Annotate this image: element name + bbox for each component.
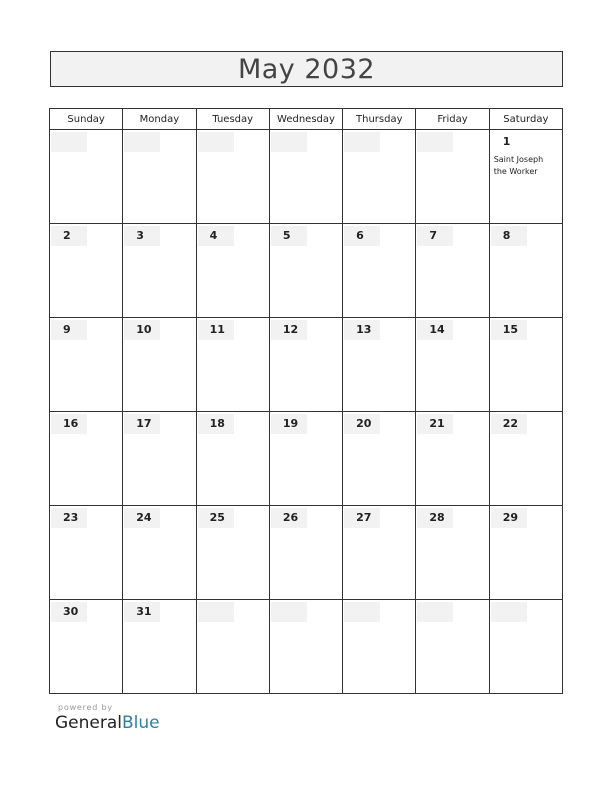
day-cell — [343, 224, 416, 318]
holiday-label: Saint Joseph the Worker — [493, 155, 544, 176]
day-cell — [489, 318, 562, 412]
empty-day-marker — [344, 132, 380, 152]
day-cell — [196, 130, 269, 224]
calendar-title: May 2032 — [50, 51, 563, 87]
day-cell — [50, 318, 123, 412]
day-cell — [343, 318, 416, 412]
empty-day-marker — [417, 132, 453, 152]
day-cell — [269, 130, 342, 224]
day-cell — [416, 224, 489, 318]
day-number: 19 — [271, 414, 307, 434]
day-number: 4 — [198, 226, 234, 246]
day-cell — [50, 412, 123, 506]
day-number: 29 — [491, 508, 527, 528]
day-cell — [123, 506, 196, 600]
day-number: 24 — [124, 508, 160, 528]
calendar-grid — [49, 108, 563, 694]
empty-day-marker — [417, 602, 453, 622]
day-cell — [196, 318, 269, 412]
day-cell — [196, 412, 269, 506]
brand-general: General — [55, 713, 122, 733]
weekday-saturday: Saturday — [489, 109, 562, 130]
day-cell — [196, 506, 269, 600]
day-number: 1 — [502, 135, 511, 148]
day-cell — [269, 318, 342, 412]
day-number: 15 — [491, 320, 527, 340]
weekday-friday: Friday — [416, 109, 489, 130]
week-row — [50, 600, 563, 694]
day-number: 11 — [198, 320, 234, 340]
day-cell — [196, 224, 269, 318]
weekday-monday: Monday — [123, 109, 196, 130]
day-cell — [196, 600, 269, 694]
brand-blue: Blue — [122, 713, 160, 733]
day-number: 31 — [124, 602, 160, 622]
day-number: 30 — [51, 602, 87, 622]
week-row — [50, 224, 563, 318]
day-number: 7 — [417, 226, 453, 246]
day-cell — [123, 318, 196, 412]
day-cell — [343, 600, 416, 694]
day-number: 21 — [417, 414, 453, 434]
empty-day-marker — [51, 132, 87, 152]
weekday-sunday: Sunday — [50, 109, 123, 130]
day-cell — [50, 506, 123, 600]
day-number: 23 — [51, 508, 87, 528]
day-cell — [489, 600, 562, 694]
day-number: 3 — [124, 226, 160, 246]
brand-name — [55, 713, 160, 733]
day-cell — [269, 600, 342, 694]
powered-by-label: powered by — [58, 703, 113, 712]
day-number: 9 — [51, 320, 87, 340]
day-number: 8 — [491, 226, 527, 246]
empty-day-marker — [491, 602, 527, 622]
empty-day-marker — [344, 602, 380, 622]
day-number: 22 — [491, 414, 527, 434]
weekday-tuesday: Tuesday — [196, 109, 269, 130]
day-cell — [269, 506, 342, 600]
day-number: 14 — [417, 320, 453, 340]
day-number: 2 — [51, 226, 87, 246]
day-cell — [343, 506, 416, 600]
day-cell — [50, 130, 123, 224]
week-row — [50, 318, 563, 412]
empty-day-marker — [271, 602, 307, 622]
day-cell — [416, 412, 489, 506]
day-cell — [489, 130, 562, 224]
day-cell — [416, 600, 489, 694]
day-cell — [123, 224, 196, 318]
weekday-header-row — [50, 109, 563, 130]
empty-day-marker — [271, 132, 307, 152]
day-number: 18 — [198, 414, 234, 434]
day-cell — [123, 600, 196, 694]
day-number: 12 — [271, 320, 307, 340]
day-number: 28 — [417, 508, 453, 528]
week-row — [50, 130, 563, 224]
day-cell — [489, 412, 562, 506]
week-row — [50, 412, 563, 506]
weekday-wednesday: Wednesday — [269, 109, 342, 130]
day-cell — [50, 600, 123, 694]
generalblue-logo — [55, 703, 160, 733]
day-number: 13 — [344, 320, 380, 340]
empty-day-marker — [124, 132, 160, 152]
day-cell — [489, 506, 562, 600]
day-number: 20 — [344, 414, 380, 434]
day-cell — [123, 130, 196, 224]
day-cell — [50, 224, 123, 318]
day-number: 17 — [124, 414, 160, 434]
day-number: 27 — [344, 508, 380, 528]
day-cell — [416, 130, 489, 224]
day-cell — [343, 412, 416, 506]
day-cell — [416, 318, 489, 412]
day-cell — [269, 224, 342, 318]
day-number: 10 — [124, 320, 160, 340]
week-row — [50, 506, 563, 600]
empty-day-marker — [198, 602, 234, 622]
empty-day-marker — [198, 132, 234, 152]
day-cell — [269, 412, 342, 506]
day-cell — [489, 224, 562, 318]
day-cell — [343, 130, 416, 224]
day-number: 25 — [198, 508, 234, 528]
day-number: 26 — [271, 508, 307, 528]
day-cell — [416, 506, 489, 600]
day-number: 16 — [51, 414, 87, 434]
day-number: 6 — [344, 226, 380, 246]
day-cell — [123, 412, 196, 506]
day-number: 5 — [271, 226, 307, 246]
weekday-thursday: Thursday — [343, 109, 416, 130]
